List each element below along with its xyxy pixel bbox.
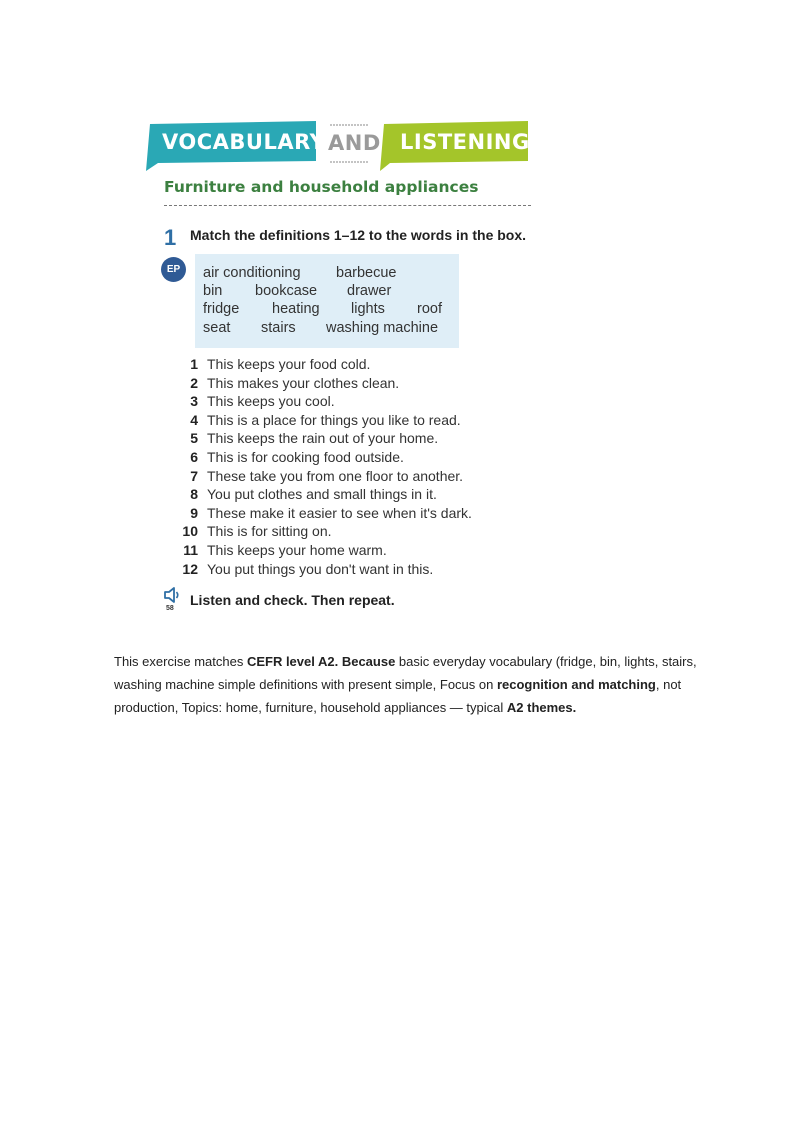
word: bin (203, 283, 223, 299)
item-number: 5 (190, 430, 198, 447)
list-item (160, 393, 472, 412)
word: barbecue (336, 265, 397, 281)
vocabulary-heading: VOCABULARY (162, 130, 326, 154)
list-item (160, 505, 472, 524)
and-heading: AND (328, 131, 381, 155)
list-item (160, 375, 472, 394)
comment-paragraph (114, 650, 714, 719)
item-number: 3 (190, 393, 198, 410)
list-item (160, 486, 472, 505)
list-item (160, 449, 472, 468)
item-text: This is for cooking food outside. (207, 448, 404, 465)
listen-instruction: Listen and check. Then repeat. (190, 592, 395, 608)
item-number: 4 (190, 411, 198, 428)
item-number: 8 (190, 486, 198, 503)
item-number: 11 (183, 541, 198, 558)
list-item (160, 412, 472, 431)
comment-text: , not production, Topics: home, furniture, household appliances — typical (114, 677, 682, 715)
word-box-row (203, 283, 451, 301)
comment-text: This exercise matches (114, 654, 247, 669)
item-text: This is a place for things you like to read. (207, 411, 461, 428)
comment-bold: recognition and matching (496, 677, 656, 692)
word: air conditioning (203, 265, 301, 281)
word-box (195, 254, 459, 348)
item-text: You put things you don't want in this. (207, 560, 434, 577)
item-text: You put clothes and small things in it. (207, 486, 437, 503)
list-item (160, 542, 472, 561)
word: roof (417, 301, 442, 317)
word: washing machine (326, 320, 439, 336)
comment-bold: A2 themes. (506, 700, 577, 715)
audio-track-number: 58 (166, 605, 174, 612)
item-text: This keeps the rain out of your home. (207, 430, 439, 447)
item-text: These make it easier to see when it's dark. (207, 504, 472, 521)
comment-text: basic everyday vocabulary (fridge, bin, lights, stairs, washing machine simple definitions with present simple, Focus on (114, 654, 697, 692)
word-box-row (203, 265, 451, 283)
listening-heading: LISTENING (400, 130, 530, 154)
list-item (160, 523, 472, 542)
item-number: 6 (190, 448, 198, 465)
word-box-row (203, 320, 451, 338)
list-item (160, 430, 472, 449)
list-item (160, 561, 472, 580)
word: fridge (203, 301, 240, 317)
item-text: This is for sitting on. (207, 523, 332, 540)
ep-badge: EP (161, 257, 186, 282)
comment-bold: CEFR level A2. Because (246, 654, 396, 669)
word: seat (203, 320, 231, 336)
word: drawer (347, 283, 392, 299)
item-number: 7 (190, 467, 198, 484)
item-text: This makes your clothes clean. (207, 374, 400, 391)
item-number: 10 (182, 523, 198, 540)
item-text: This keeps your home warm. (207, 541, 387, 558)
item-number: 9 (190, 504, 198, 521)
definition-list (160, 356, 472, 579)
item-text: This keeps your food cold. (207, 356, 371, 372)
item-text: This keeps you cool. (207, 393, 335, 410)
item-number: 12 (182, 560, 198, 577)
divider (164, 205, 531, 206)
word-box-row (203, 301, 451, 319)
item-text: These take you from one floor to another. (207, 467, 464, 484)
item-number: 1 (190, 356, 198, 372)
section-subtitle: Furniture and household appliances (164, 178, 479, 196)
word: lights (351, 301, 385, 317)
item-number: 2 (190, 374, 198, 391)
word: bookcase (255, 283, 318, 299)
word: stairs (261, 320, 296, 336)
list-item (160, 468, 472, 487)
section-banner (146, 121, 531, 171)
list-item (160, 356, 472, 375)
word: heating (272, 301, 320, 317)
exercise-instruction: Match the definitions 1–12 to the words in the box. (190, 227, 527, 243)
exercise-number: 1 (164, 225, 177, 250)
